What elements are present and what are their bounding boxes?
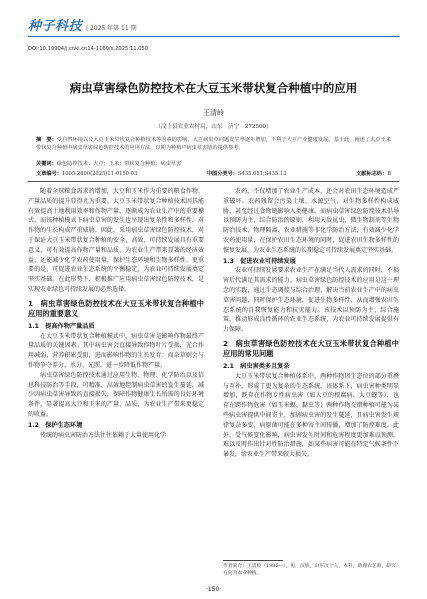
masthead [28,12,137,34]
article-title: 病虫草害绿色防控技术在大豆玉米带状复合种植中的应用 [69,81,358,95]
article-number: 文章编号：1005-2690(2025)11-0150-03 [36,171,138,177]
paragraph: 随着全球粮食需求的增加，大豆和玉米作为重要的粮食作物，产量品质的提升显得尤为重要。大豆玉米带状复合种植技术因其能有效提高土地利用效率和作物产量，逐渐成为农业生产中的重要模式。而该种植模式下病虫草害的发生也呈现出复杂性和多样性，对作物的生长构成严重威胁。因此，采用病虫草害绿色防控技术，对于保证大豆玉米带状复合种植的安全、高效、可持续发展具有重要意义，可有效提高作物产量和品质，为农业生产带来显著的经济效益，还能减少化学农药使用量，保护生态环境和生物多样性。更重要的是，可促进农业生态系统的平衡稳定，为农业可持续发展奠定坚实基础。在此形势下，积极推广应用病虫草害绿色防控技术，是实现农业绿色可持续发展的必然选择。 [28,188,204,293]
paragraph: 农业可持续发展要求农业生产在满足当代人需求的同时，不损害后代满足其需求的能力。病虫草害绿色防控技术的应用是这一理念的实践，通过生态调控与综合治理，解决当前农业生产中的病虫草害问题，同时保护生态环境，促进生物多样性，从而增强农田生态系统的自我恢复能力和抗灾能力。该技术以预防为主、综合施策，推动形成良性循环的农业生态系统，为农业可持续发展提供有力保障。 [223,267,399,334]
keywords [36,160,391,168]
footnote-rule [223,560,283,561]
section-heading: 1 病虫草害绿色防控技术在大豆玉米带状复合种植中应用的重要意义 [28,298,204,318]
subsection-heading: 1.1 提高作物产量品质 [28,322,95,330]
page-number: ·150· [205,586,222,593]
subsection-heading: 1.2 保护生态环境 [28,421,83,429]
header-rule [28,36,399,37]
clc-number: 中图分类号：S435.651;S435.13 [206,171,287,177]
subsection-heading: 1.3 促进农业可持续发展 [223,257,296,265]
section-rule [28,181,399,182]
keywords-label: 关键词： [36,161,57,167]
paragraph: 大豆玉米带状复合种植体系中，两种作物因生态位的部分重叠与互补，形成了更为复杂的生态系统，该体系下，病虫害种类明显增加，既存在作物专性病虫害（如大豆的根腐病、大豆蚜等），也存在跨作物危害（如玉米螟、黏虫等）两种作物交错种植可能为某些病虫害提供中间寄主，加剧病虫害的发生蔓延，且病虫害发生规律复杂多变，病原菌可能在多种寄主间传播，增加了防控难度。此外，受气候变化影响，病虫害发生时间和危害程度更加难以预测，难以及时作出针对性防治措施，如某些病害可能在特定气候条件下暴发，给农业生产带来较大损失。 [223,372,399,459]
abstract-text: 受自然环境以及大豆玉米带状复合种植技术等因素的影响，大豆病虫草问题发生率逐年增加，不利于大豆产业健康发展。基于此，阐述了大豆玉米带状复合种植中病虫草害绿色防控技术的应用方法，以期为种植户病虫草害防治提供参考。 [36,137,391,152]
author-affiliation: （汶上县农业农村局，山东 济宁 272500） [155,124,272,130]
issue-label: | 2025 年第 11 期 [86,25,137,32]
paragraph: 传统的病虫害防治方法往往依赖于大量使用化学 [40,431,167,439]
abstract [36,136,391,152]
section-heading: 2 病虫草害绿色防控技术在大豆玉米带状复合种植中应用的常见问题 [223,338,399,358]
right-column [223,187,399,460]
journal-logo: 种子科技 [28,19,83,34]
abstract-label: 摘 要： [36,137,57,143]
paragraph: 病虫草害绿色防控技术通过应用生物、物理、化学防治以及信息科技防治等手段，可精准、高效地控制病虫草害的发生蔓延，减少因病虫草害导致的直接损失，保障作物健康生长所需的良好环境条件，显著提高大豆和玉米的产量、品质，为农业生产带来更稳定的收益。 [28,371,204,418]
subsection-heading: 2.1 病虫害类多且复杂 [223,362,290,370]
keywords-text: 绿色防控技术；大豆；玉米；带状复合种植；病虫草害 [56,161,182,167]
doi: DOI:10.19904/j.cnki.cn14-1160/s.2025.11.050 [28,46,149,52]
classification-line [36,170,391,177]
author-name: 王清岭 [203,109,224,117]
author-footnote: 作者简介：王清岭（1986—），男，汉族，山东汶上人，本科，助理农艺师，研究方向为农业种植。 [223,564,396,576]
paragraph: 农药，不仅增加了农业生产成本，还会对农田生态环境造成严重破坏。农药残留会污染土壤、水源空气，对生物多样性构成威胁，甚至经过食物链影响人类健康。而病虫草害绿色防控技术倡导以预防为主、综合防治的原则，利用天敌昆虫、微生物制剂等生物防治技术、物理隔离、农业措施等非化学防治方法，有效减少化学农药使用量，在保护农田生态环境的同时，促进农田生物多样性的恢复发展，为农业生态系统的长期稳定可持续发展奠定坚实基础。 [223,188,399,254]
document-code: 文献标志码：B [356,171,391,177]
paragraph: 在大豆玉米带状复合种植模式中，病虫草害是影响作物最终产量品质的关键因素。其中病虫害会直接导致作物叶片受损，光合作用减弱，营养积累受阻，进而影响作物的生长发育；而杂草则会与作物争夺养分、水分、光照，进一步降低作物产量。 [28,332,204,369]
left-column [28,187,204,440]
